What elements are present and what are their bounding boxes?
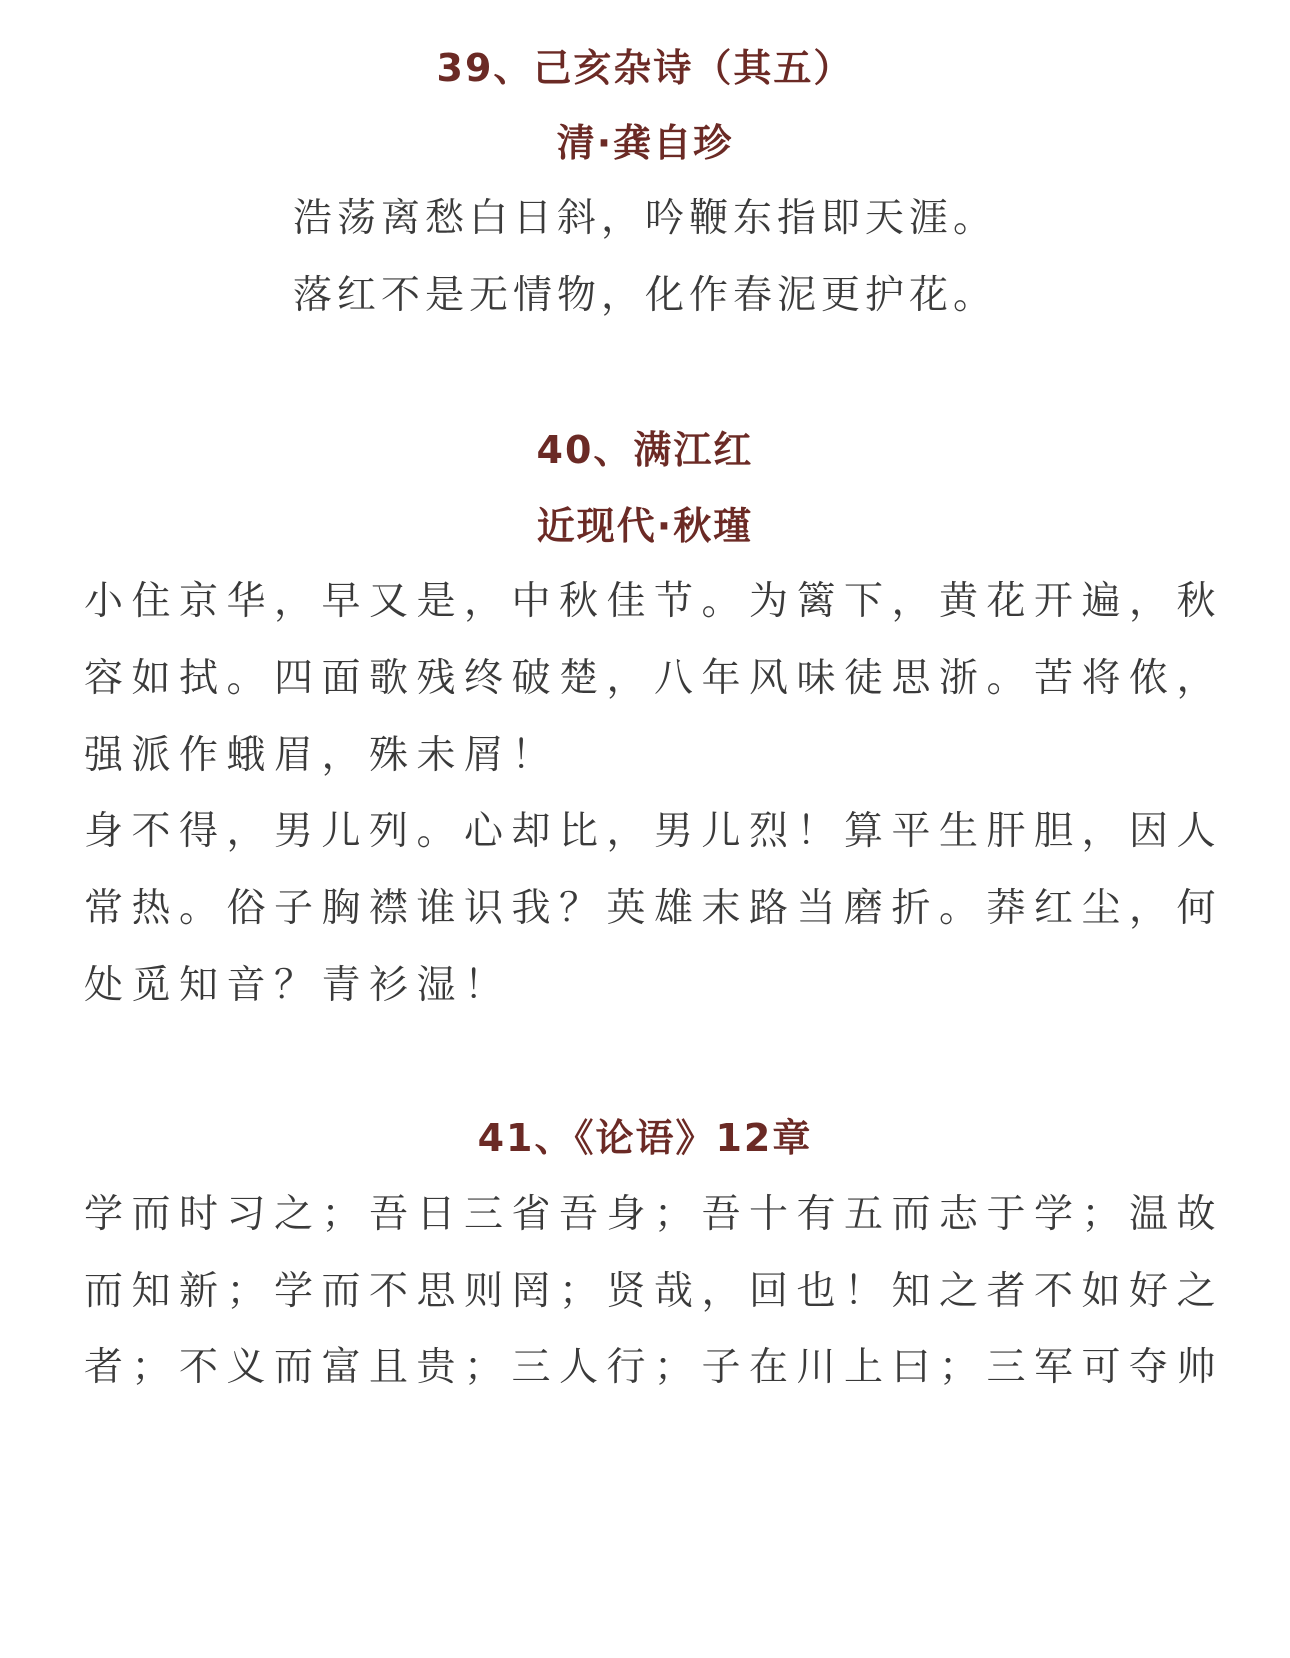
poem-40-line-4: 身不得，男儿列。心却比，男儿烈！算平生肝胆，因人: [84, 809, 1225, 854]
analects-line-2: 而知新；学而不思则罔；贤哉，回也！知之者不如好之: [84, 1269, 1225, 1314]
poem-40-line-6: 处觅知音？青衫湿！: [84, 963, 512, 1008]
poem-40-title: 40、满江红: [536, 428, 754, 472]
poem-40-line-1: 小住京华，早又是，中秋佳节。为篱下，黄花开遍，秋: [84, 579, 1225, 624]
poem-40-line-2: 容如拭。四面歌残终破楚，八年风味徒思浙。苦将侬，: [84, 656, 1225, 701]
analects-line-3: 者；不义而富且贵；三人行；子在川上曰；三军可夺帅: [84, 1345, 1225, 1390]
poem-39-line-1: 浩荡离愁白日斜，吟鞭东指即天涯。: [292, 196, 997, 241]
analects-line-1: 学而时习之；吾日三省吾身；吾十有五而志于学；温故: [84, 1192, 1225, 1237]
poem-39-line-2: 落红不是无情物，化作春泥更护花。: [292, 273, 997, 318]
poem-40-line-5: 常热。俗子胸襟谁识我？英雄末路当磨折。莽红尘，何: [84, 886, 1225, 931]
poem-39-title: 39、己亥杂诗（其五）: [436, 46, 854, 90]
poem-40-line-3: 强派作蛾眉，殊未屑！: [84, 733, 560, 778]
poem-39-author: 清·龚自珍: [556, 121, 734, 165]
poem-41-title: 41、《论语》12章: [477, 1116, 813, 1160]
poem-40-author: 近现代·秋瑾: [536, 504, 754, 548]
